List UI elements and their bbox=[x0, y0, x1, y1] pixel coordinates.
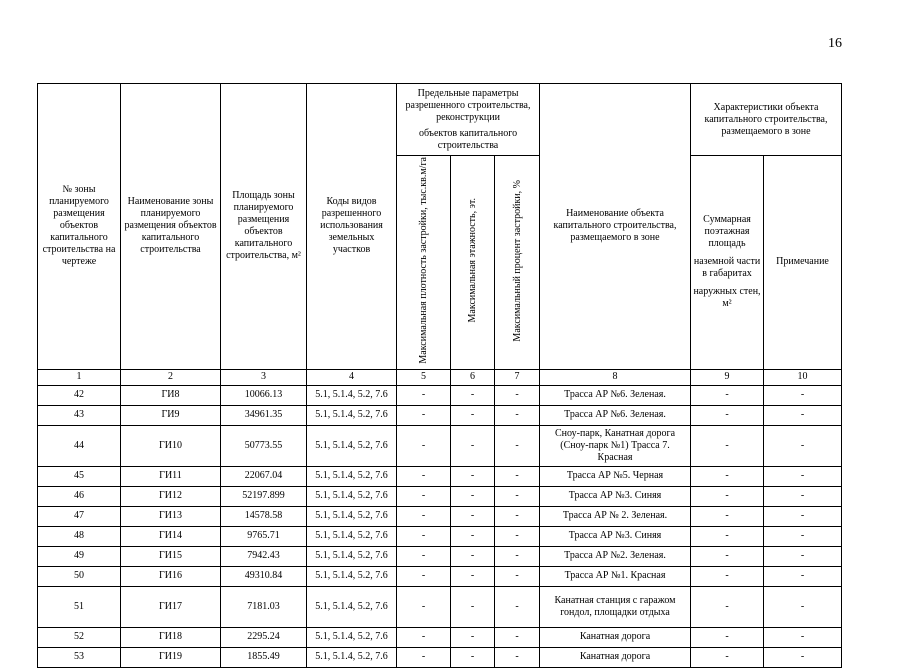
row-note: - bbox=[764, 647, 842, 667]
row-total-area: - bbox=[691, 506, 764, 526]
row-max-density: - bbox=[397, 647, 451, 667]
row-area: 34961.35 bbox=[221, 405, 307, 425]
row-codes: 5.1, 5.1.4, 5.2, 7.6 bbox=[307, 647, 397, 667]
col-number: 10 bbox=[764, 369, 842, 385]
row-total-area: - bbox=[691, 526, 764, 546]
row-max-floors: - bbox=[451, 566, 495, 586]
col-number: 3 bbox=[221, 369, 307, 385]
row-max-percent: - bbox=[495, 385, 540, 405]
col-number: 5 bbox=[397, 369, 451, 385]
row-zone-code: ГИ14 bbox=[121, 526, 221, 546]
row-max-density: - bbox=[397, 405, 451, 425]
row-codes: 5.1, 5.1.4, 5.2, 7.6 bbox=[307, 526, 397, 546]
header-note: Примечание bbox=[764, 156, 842, 370]
table-body bbox=[38, 385, 842, 667]
table-row bbox=[38, 546, 842, 566]
row-max-density: - bbox=[397, 627, 451, 647]
header-characteristics-group: Характеристики объекта капитального строительства, размещаемого в зоне bbox=[691, 84, 842, 156]
header-object-name: Наименование объекта капитального строительства, размещаемого в зоне bbox=[540, 84, 691, 370]
table-row bbox=[38, 647, 842, 667]
total-area-line2: наземной части в габаритах bbox=[693, 256, 761, 280]
row-max-percent: - bbox=[495, 425, 540, 466]
col-number: 1 bbox=[38, 369, 121, 385]
header-area: Площадь зоны планируемого размещения объектов капитального строительства, м² bbox=[221, 84, 307, 370]
row-max-floors: - bbox=[451, 586, 495, 627]
row-max-floors: - bbox=[451, 486, 495, 506]
row-zone-code: ГИ13 bbox=[121, 506, 221, 526]
row-codes: 5.1, 5.1.4, 5.2, 7.6 bbox=[307, 466, 397, 486]
row-zone-code: ГИ12 bbox=[121, 486, 221, 506]
row-max-density: - bbox=[397, 425, 451, 466]
table-row bbox=[38, 526, 842, 546]
row-max-density: - bbox=[397, 486, 451, 506]
row-total-area: - bbox=[691, 425, 764, 466]
limits-group-line2: объектов капитального строительства bbox=[418, 127, 518, 151]
row-total-area: - bbox=[691, 566, 764, 586]
row-max-percent: - bbox=[495, 405, 540, 425]
row-max-density: - bbox=[397, 466, 451, 486]
row-max-percent: - bbox=[495, 627, 540, 647]
row-object-name: Трасса АР №6. Зеленая. bbox=[540, 385, 691, 405]
table-row bbox=[38, 466, 842, 486]
row-zone-no: 47 bbox=[38, 506, 121, 526]
row-area: 10066.13 bbox=[221, 385, 307, 405]
row-total-area: - bbox=[691, 466, 764, 486]
header-codes: Коды видов разрешенного использования земельных участков bbox=[307, 84, 397, 370]
row-max-floors: - bbox=[451, 425, 495, 466]
col-number: 8 bbox=[540, 369, 691, 385]
row-area: 9765.71 bbox=[221, 526, 307, 546]
row-area: 7181.03 bbox=[221, 586, 307, 627]
row-object-name: Трасса АР №2. Зеленая. bbox=[540, 546, 691, 566]
row-max-floors: - bbox=[451, 405, 495, 425]
row-total-area: - bbox=[691, 405, 764, 425]
row-zone-code: ГИ9 bbox=[121, 405, 221, 425]
row-codes: 5.1, 5.1.4, 5.2, 7.6 bbox=[307, 627, 397, 647]
row-zone-no: 48 bbox=[38, 526, 121, 546]
limits-group-line1: Предельные параметры разрешенного строительства, реконструкции bbox=[405, 87, 531, 123]
row-note: - bbox=[764, 526, 842, 546]
row-max-density: - bbox=[397, 546, 451, 566]
row-note: - bbox=[764, 466, 842, 486]
row-note: - bbox=[764, 627, 842, 647]
row-codes: 5.1, 5.1.4, 5.2, 7.6 bbox=[307, 506, 397, 526]
row-max-percent: - bbox=[495, 566, 540, 586]
row-max-floors: - bbox=[451, 526, 495, 546]
row-max-floors: - bbox=[451, 647, 495, 667]
row-codes: 5.1, 5.1.4, 5.2, 7.6 bbox=[307, 586, 397, 627]
table-row bbox=[38, 425, 842, 466]
row-note: - bbox=[764, 486, 842, 506]
row-zone-code: ГИ10 bbox=[121, 425, 221, 466]
zones-table bbox=[37, 83, 842, 668]
row-max-floors: - bbox=[451, 385, 495, 405]
row-max-floors: - bbox=[451, 627, 495, 647]
row-total-area: - bbox=[691, 546, 764, 566]
row-max-floors: - bbox=[451, 506, 495, 526]
row-zone-no: 49 bbox=[38, 546, 121, 566]
row-total-area: - bbox=[691, 647, 764, 667]
row-object-name: Канатная станция с гаражом гондол, площадки отдыха bbox=[540, 586, 691, 627]
row-max-percent: - bbox=[495, 486, 540, 506]
row-zone-no: 52 bbox=[38, 627, 121, 647]
total-area-line3: наружных стен, м² bbox=[693, 286, 761, 310]
row-codes: 5.1, 5.1.4, 5.2, 7.6 bbox=[307, 425, 397, 466]
row-max-density: - bbox=[397, 526, 451, 546]
row-codes: 5.1, 5.1.4, 5.2, 7.6 bbox=[307, 546, 397, 566]
col-number: 6 bbox=[451, 369, 495, 385]
row-note: - bbox=[764, 385, 842, 405]
row-codes: 5.1, 5.1.4, 5.2, 7.6 bbox=[307, 486, 397, 506]
row-max-density: - bbox=[397, 566, 451, 586]
row-zone-code: ГИ11 bbox=[121, 466, 221, 486]
row-zone-no: 43 bbox=[38, 405, 121, 425]
row-object-name: Трасса АР №1. Красная bbox=[540, 566, 691, 586]
row-max-floors: - bbox=[451, 546, 495, 566]
header-limits-group bbox=[397, 84, 540, 156]
row-zone-no: 53 bbox=[38, 647, 121, 667]
row-codes: 5.1, 5.1.4, 5.2, 7.6 bbox=[307, 405, 397, 425]
row-area: 1855.49 bbox=[221, 647, 307, 667]
row-max-floors: - bbox=[451, 466, 495, 486]
row-max-density: - bbox=[397, 385, 451, 405]
row-object-name: Канатная дорога bbox=[540, 647, 691, 667]
row-max-density: - bbox=[397, 586, 451, 627]
row-area: 7942.43 bbox=[221, 546, 307, 566]
row-object-name: Трасса АР №5. Черная bbox=[540, 466, 691, 486]
row-zone-code: ГИ19 bbox=[121, 647, 221, 667]
row-zone-code: ГИ16 bbox=[121, 566, 221, 586]
row-note: - bbox=[764, 506, 842, 526]
col-number: 4 bbox=[307, 369, 397, 385]
table-row bbox=[38, 486, 842, 506]
row-note: - bbox=[764, 566, 842, 586]
total-area-line1: Суммарная поэтажная площадь bbox=[703, 214, 751, 250]
col-number: 9 bbox=[691, 369, 764, 385]
header-zone-name: Наименование зоны планируемого размещения объектов капитального строительства bbox=[121, 84, 221, 370]
row-area: 52197.899 bbox=[221, 486, 307, 506]
header-max-density: Максимальная плотность застройки, тыс.кв.м/га bbox=[397, 156, 451, 370]
row-area: 2295.24 bbox=[221, 627, 307, 647]
header-max-percent: Максимальный процент застройки, % bbox=[495, 156, 540, 370]
row-max-percent: - bbox=[495, 466, 540, 486]
row-max-percent: - bbox=[495, 526, 540, 546]
header-zone-no: № зоны планируемого размещения объектов капитального строительства на чертеже bbox=[38, 84, 121, 370]
column-numbers-row bbox=[38, 369, 842, 385]
row-object-name: Трасса АР №3. Синяя bbox=[540, 526, 691, 546]
row-area: 49310.84 bbox=[221, 566, 307, 586]
row-zone-code: ГИ18 bbox=[121, 627, 221, 647]
row-total-area: - bbox=[691, 486, 764, 506]
row-zone-no: 42 bbox=[38, 385, 121, 405]
row-object-name: Трасса АР №6. Зеленая. bbox=[540, 405, 691, 425]
row-total-area: - bbox=[691, 385, 764, 405]
table-row bbox=[38, 405, 842, 425]
row-zone-no: 45 bbox=[38, 466, 121, 486]
row-total-area: - bbox=[691, 627, 764, 647]
row-max-percent: - bbox=[495, 647, 540, 667]
row-zone-no: 51 bbox=[38, 586, 121, 627]
row-codes: 5.1, 5.1.4, 5.2, 7.6 bbox=[307, 566, 397, 586]
col-number: 2 bbox=[121, 369, 221, 385]
table-row bbox=[38, 385, 842, 405]
row-object-name: Сноу-парк, Канатная дорога (Сноу-парк №1) Трасса 7. Красная bbox=[540, 425, 691, 466]
row-note: - bbox=[764, 546, 842, 566]
row-object-name: Трасса АР № 2. Зеленая. bbox=[540, 506, 691, 526]
row-area: 22067.04 bbox=[221, 466, 307, 486]
table-row bbox=[38, 506, 842, 526]
table-row bbox=[38, 627, 842, 647]
row-max-percent: - bbox=[495, 506, 540, 526]
row-zone-code: ГИ8 bbox=[121, 385, 221, 405]
header-max-floors: Максимальная этажность, эт. bbox=[451, 156, 495, 370]
row-note: - bbox=[764, 425, 842, 466]
row-zone-no: 46 bbox=[38, 486, 121, 506]
row-max-percent: - bbox=[495, 586, 540, 627]
page-number: 16 bbox=[828, 36, 842, 51]
row-total-area: - bbox=[691, 586, 764, 627]
row-codes: 5.1, 5.1.4, 5.2, 7.6 bbox=[307, 385, 397, 405]
row-zone-code: ГИ17 bbox=[121, 586, 221, 627]
row-max-density: - bbox=[397, 506, 451, 526]
table-row bbox=[38, 566, 842, 586]
table-row bbox=[38, 586, 842, 627]
row-zone-no: 50 bbox=[38, 566, 121, 586]
row-note: - bbox=[764, 405, 842, 425]
col-number: 7 bbox=[495, 369, 540, 385]
row-object-name: Трасса АР №3. Синяя bbox=[540, 486, 691, 506]
row-max-percent: - bbox=[495, 546, 540, 566]
row-zone-no: 44 bbox=[38, 425, 121, 466]
row-zone-code: ГИ15 bbox=[121, 546, 221, 566]
row-object-name: Канатная дорога bbox=[540, 627, 691, 647]
row-area: 50773.55 bbox=[221, 425, 307, 466]
row-area: 14578.58 bbox=[221, 506, 307, 526]
header-total-area bbox=[691, 156, 764, 370]
row-note: - bbox=[764, 586, 842, 627]
